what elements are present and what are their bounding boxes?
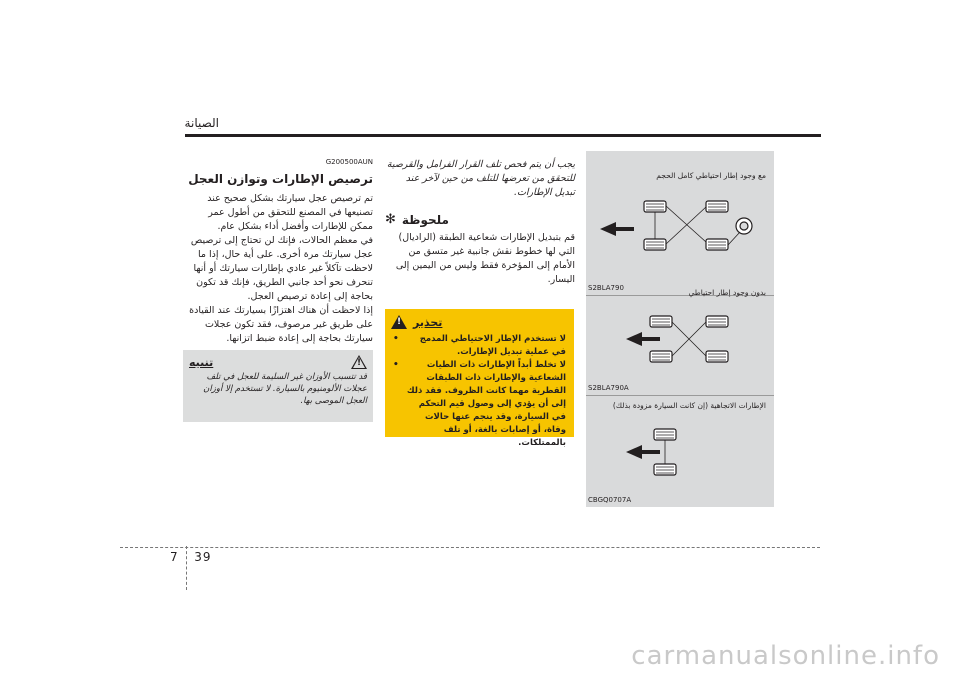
middle-column — [385, 158, 575, 287]
caution-box — [183, 350, 373, 422]
note-icon: ✻ — [385, 212, 396, 227]
figure-caption-no-spare: بدون وجود إطار احتياطي — [688, 288, 766, 297]
warning-box — [385, 309, 574, 448]
bullet-icon: • — [393, 334, 399, 344]
figure-caption-full-spare: مع وجود إطار احتياطي كامل الحجم — [656, 171, 766, 180]
section-title-alignment: ترصيص الإطارات وتوازن العجل — [188, 172, 373, 186]
chapter-number: 7 — [170, 550, 179, 564]
figure-code-1: S2BLA790 — [588, 284, 624, 292]
rotation-diagram-no-spare — [594, 306, 769, 376]
footer-rule — [120, 547, 820, 548]
note-text: قم بتبديل الإطارات شعاعية الطبقة (الراديال) التي لها خطوط نقش جانبية غير متسق من الأمام إلى المؤخرة فقط وليس من اليمين إلى اليسار. — [395, 232, 575, 285]
figure-code-2: S2BLA790A — [588, 384, 629, 392]
note-heading: ملحوظة — [401, 212, 449, 227]
figure-caption-directional: الإطارات الاتجاهية (إن كانت السيارة مزودة بذلك) — [612, 401, 766, 410]
figure-divider — [586, 395, 774, 396]
paragraph: إذا لاحظت أن هناك اهتزازًا بسيارتك عند القيادة على طريق غير مرصوف، فقد تكون عجلات سيارتك بحاجة إلى إعادة ضبط اتزانها. — [189, 305, 373, 344]
caution-heading: تنبيه — [189, 355, 214, 369]
section-code: G200500AUN — [325, 158, 373, 166]
watermark-text: carmanualsonline.info — [631, 641, 940, 671]
section-title: الصيانة — [184, 116, 219, 130]
header-rule — [185, 134, 821, 137]
warning-heading: تحذير — [413, 315, 443, 329]
warning-bullet: لا تستخدم الإطار الاحتياطي المدمج في عملية تبديل الإطارات. — [419, 334, 566, 357]
paragraph: في معظم الحالات، فإنك لن تحتاج إلى ترصيص عجل سيارتك مرة أخرى. على أية حال، إذا ما لاحظت تآكلاً غير عادي بإطارات سيارتك أو أنها تنحرف نحو أحد جانبي الطريق، فإنك قد تكون بحاجة إلى إعادة ترصيص العجل. — [190, 235, 373, 302]
page-number — [170, 550, 212, 564]
paragraph: تم ترصيص عجل سيارتك بشكل صحيح عند تصنيعها في المصنع للتحقق من أطول عمر ممكن للإطارات وأفضل أداء بشكل عام. — [207, 193, 373, 232]
caution-icon — [351, 355, 367, 369]
page-number-value: 39 — [194, 550, 212, 564]
warning-bullet: لا تخلط أبداً الإطارات ذات الطيات الشعاعية والإطارات ذات الطبقات القطرية مهما كانت الظروف. فقد ذلك إلى أن يؤدي إلى وصول قيم التحكم في السيارة، وقد ينجم عنها حالات وفاة، أو إصابات بالغة، أو تلف بالممتلكات. — [406, 360, 566, 448]
left-column — [183, 158, 373, 346]
tire-rotation-figure — [586, 151, 774, 507]
rotation-diagram-full-spare — [594, 187, 769, 277]
rotation-diagram-directional — [594, 419, 769, 489]
figure-code-3: CBGQ0707A — [588, 496, 632, 504]
intro-text: يجب أن يتم فحص تلف القرار الفرامل والقرصية للتحقق من تعرضها للتلف من حين لآخر عند تبديل الإطارات. — [386, 159, 575, 198]
caution-text: قد تتسبب الأوزان غير السليمة للعجل في تلف عجلات الألومنيوم بالسيارة. لا تستخدم إلا أوزان العجل الموصى بها. — [203, 372, 367, 406]
warning-icon — [391, 315, 407, 329]
bullet-icon: • — [393, 360, 399, 370]
